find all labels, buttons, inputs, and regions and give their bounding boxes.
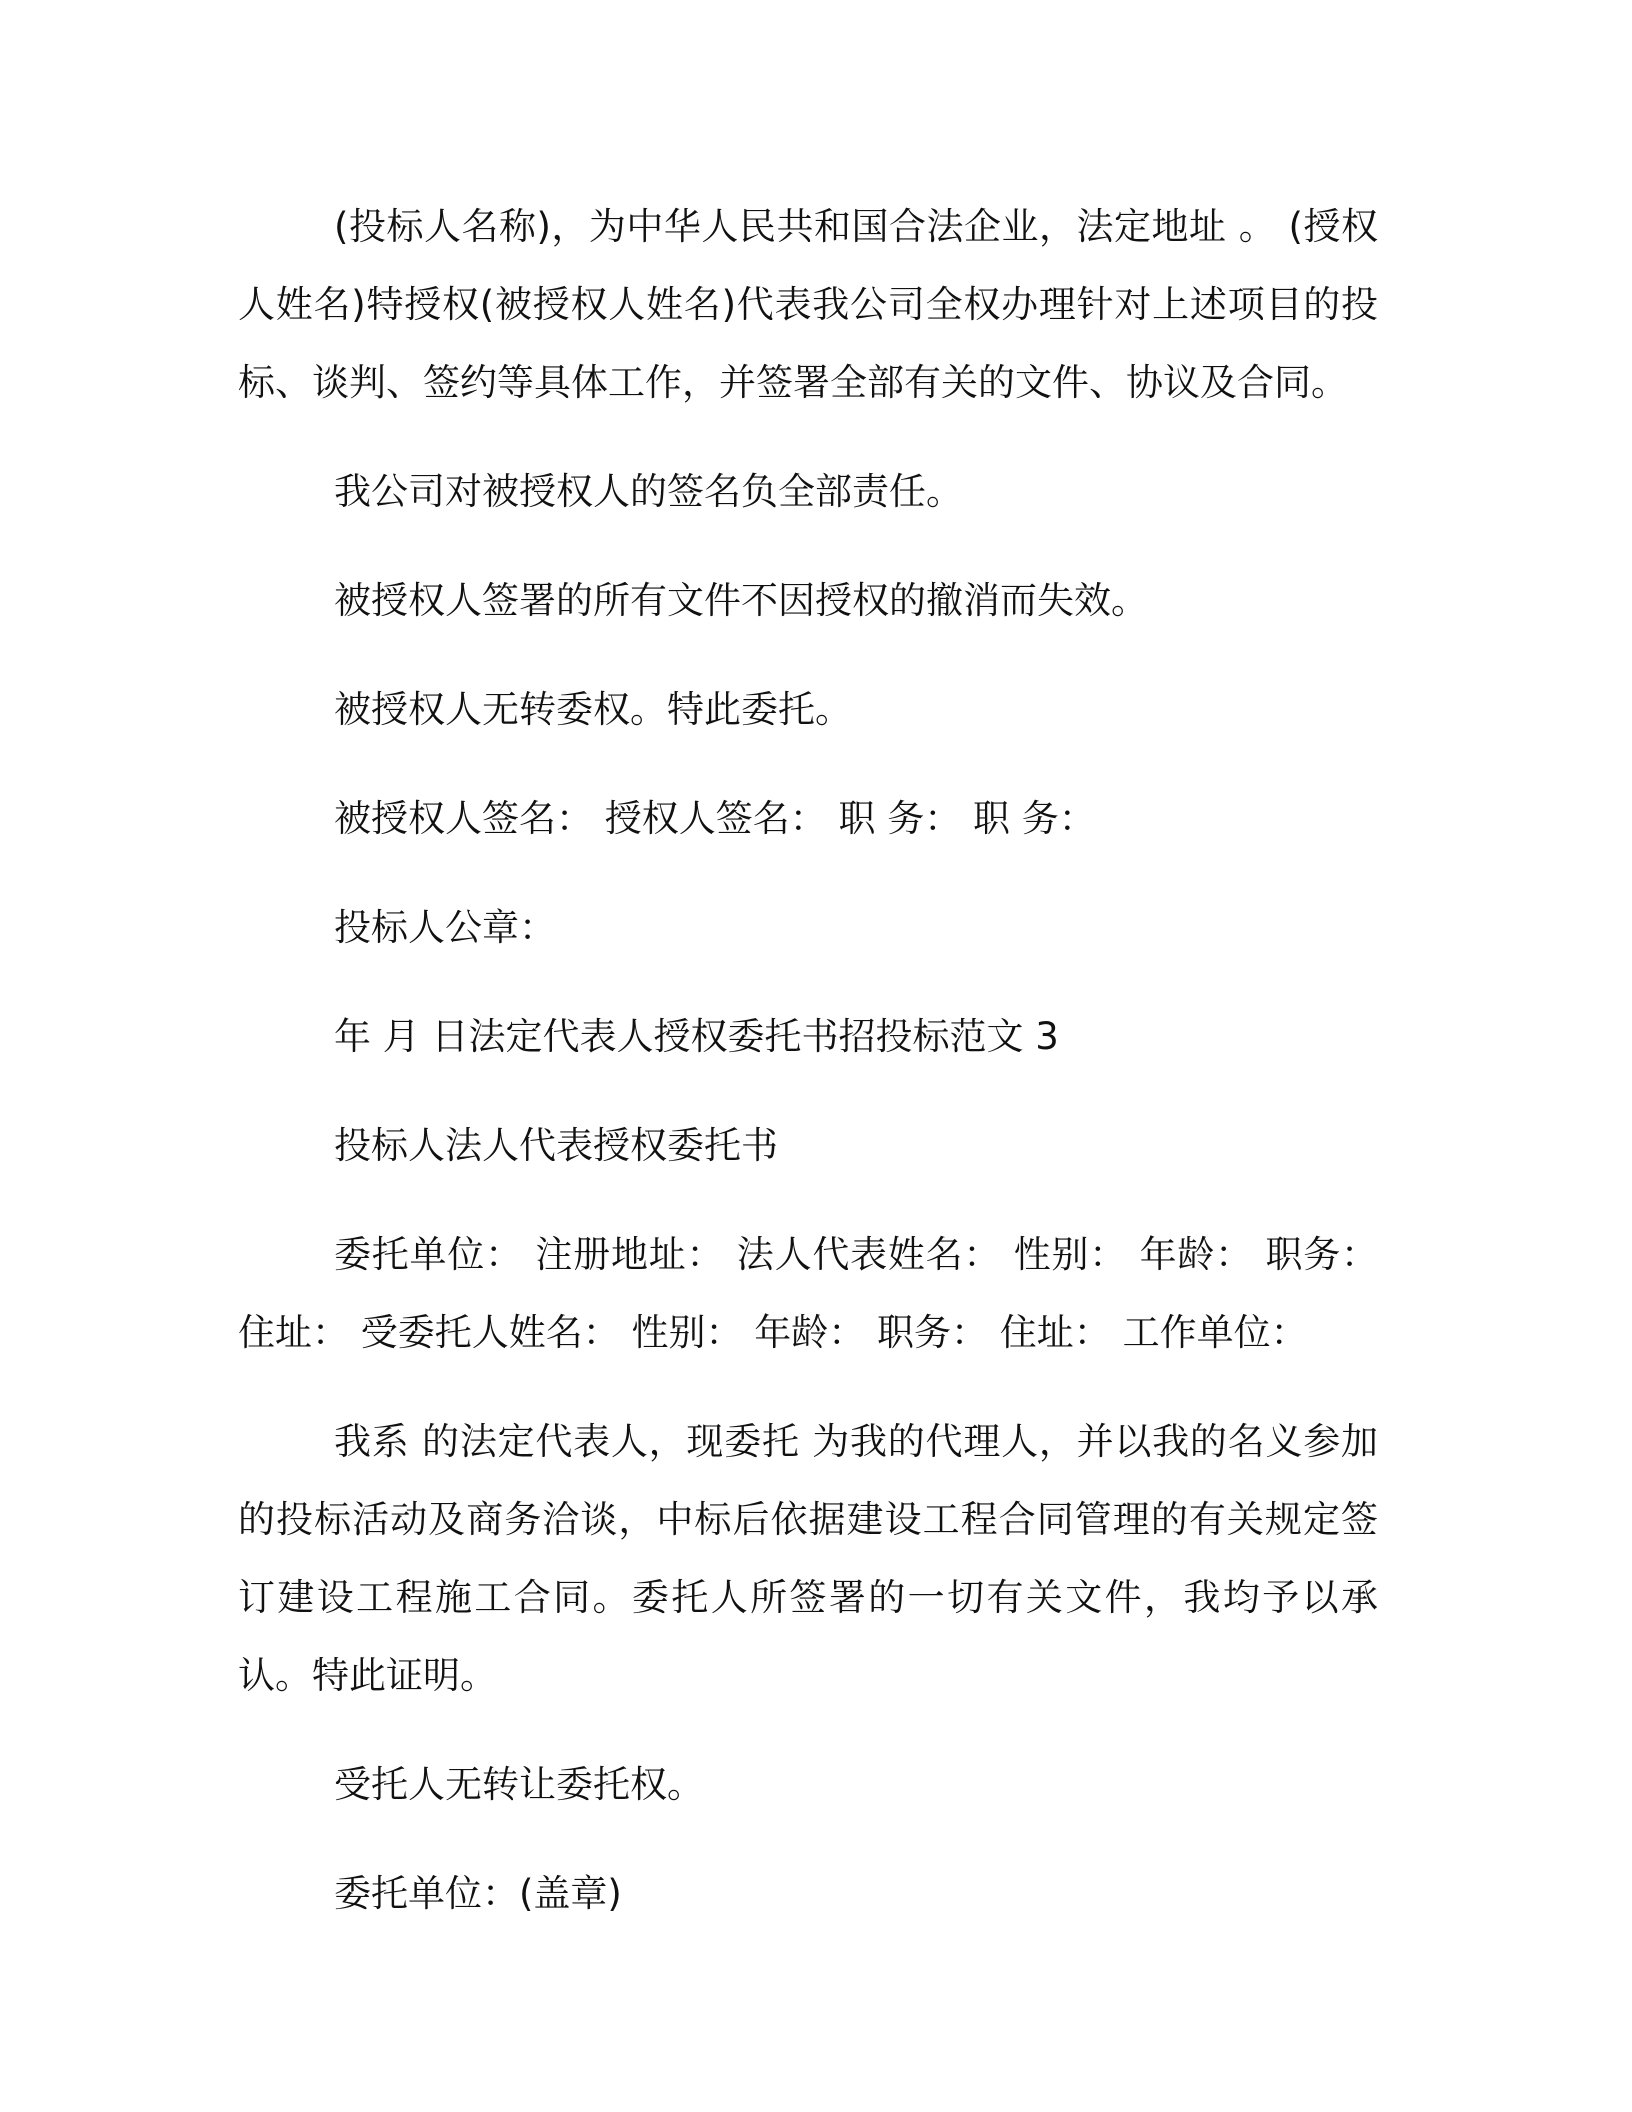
paragraph-no-transfer: 受托人无转让委托权。 [334, 1763, 704, 1806]
paragraph-entrustment-declaration: 我系 的法定代表人，现委托 为我的代理人，并以我的名义参加的投标活动及商务洽谈，中标后依据建设工程合同管理的有关规定签订建设工程施工合同。委托人所签署的一切有关文件，我均予以承认。特此证明。 [238, 1420, 1378, 1697]
paragraph-letter-title: 投标人法人代表授权委托书 [334, 1124, 778, 1167]
paragraph-entrusting-details: 委托单位： 注册地址： 法人代表姓名： 性别： 年龄： 职务： 住址： 受委托人姓名： 性别： 年龄： 职务： 住址： 工作单位： [238, 1233, 1390, 1354]
paragraph-document-validity: 被授权人签署的所有文件不因授权的撤消而失效。 [334, 579, 1148, 622]
paragraph-no-delegation: 被授权人无转委权。特此委托。 [334, 688, 852, 731]
paragraph-bidder-seal: 投标人公章： [334, 906, 556, 949]
paragraph-signature-fields: 被授权人签名： 授权人签名： 职 务： 职 务： [334, 797, 1096, 840]
paragraph-authorization-statement: (投标人名称)，为中华人民共和国合法企业，法定地址 。 (授权人姓名)特授权(被授权人姓名)代表我公司全权办理针对上述项目的投标、谈判、签约等具体工作，并签署全部有关的文件、协议及合同。 [238, 205, 1378, 404]
paragraph-signature-responsibility: 我公司对被授权人的签名负全部责任。 [334, 470, 963, 513]
document-body [238, 188, 1390, 1933]
paragraph-entrusting-unit-seal: 委托单位：(盖章) [334, 1872, 622, 1915]
paragraph-date-and-section-title: 年 月 日法定代表人授权委托书招投标范文 3 [334, 1015, 1059, 1058]
